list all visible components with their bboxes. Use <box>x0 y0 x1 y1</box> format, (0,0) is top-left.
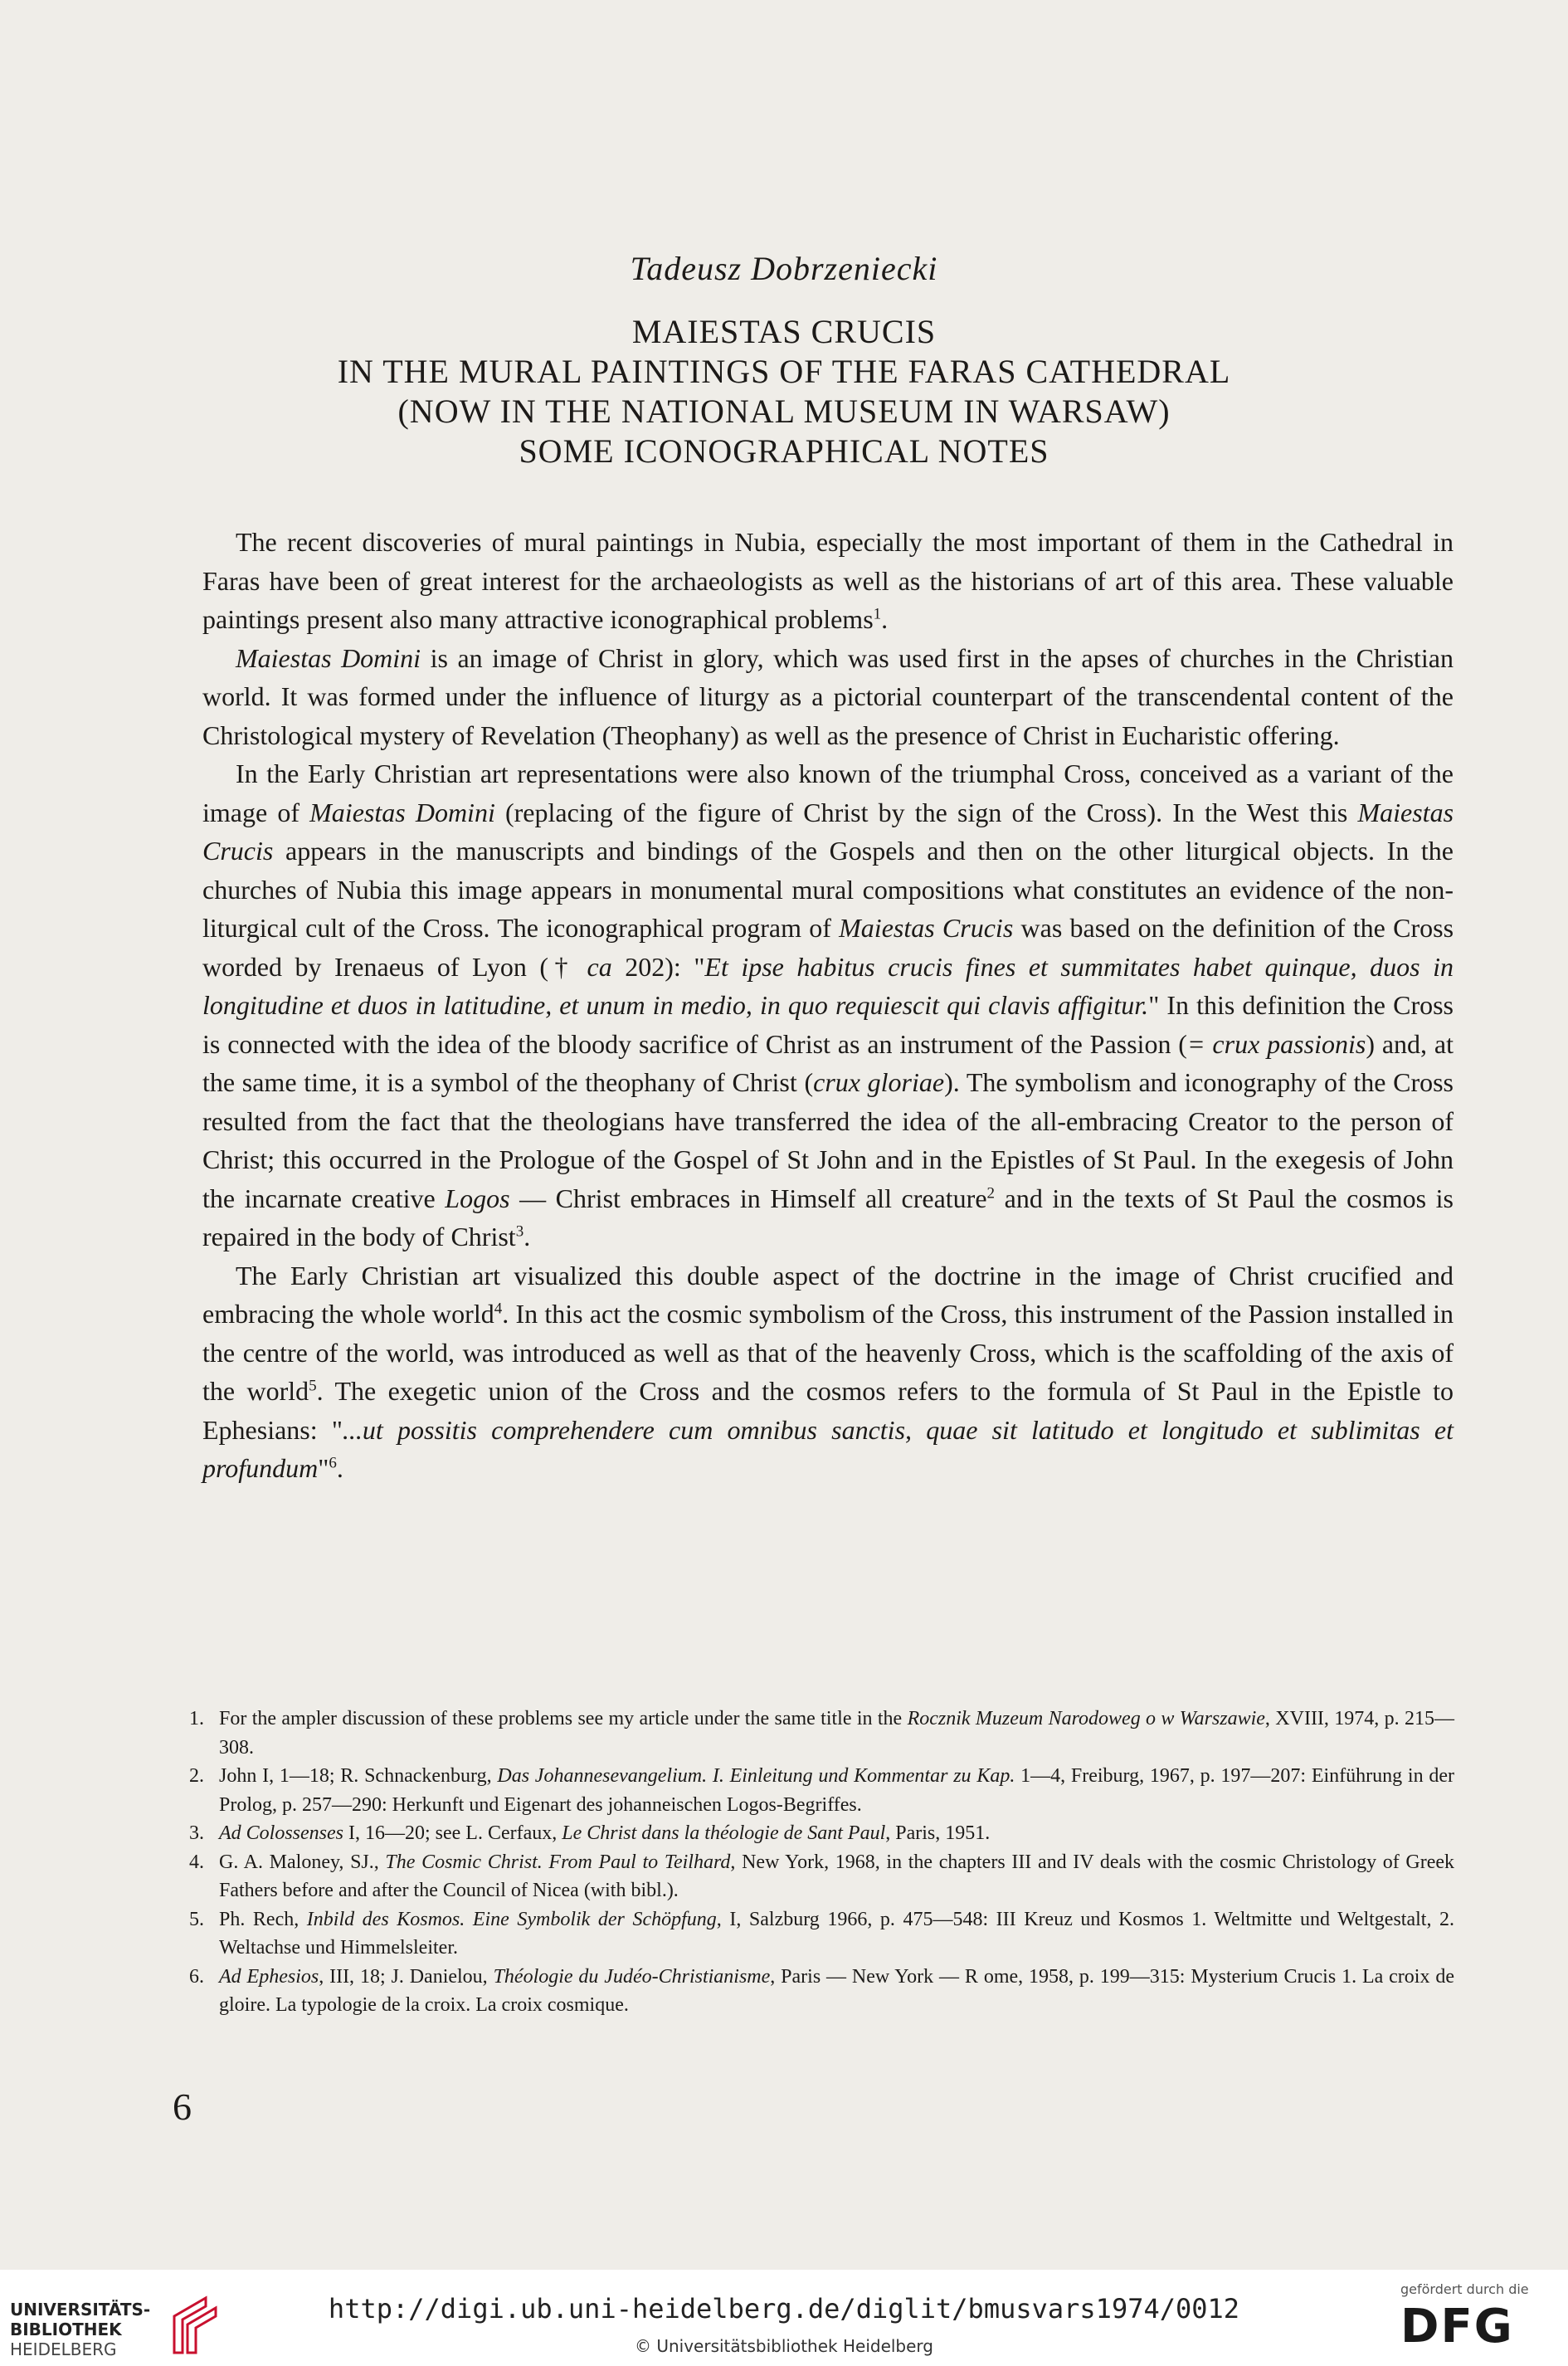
footnote <box>189 1705 1454 1762</box>
text-run: John I, 1—18; R. Schnackenburg, <box>219 1765 498 1787</box>
title-line: SOME ICONOGRAPHICAL NOTES <box>519 432 1049 470</box>
italic-text: Théologie du Judéo-Christianisme <box>493 1965 771 1988</box>
text-run: . The exegetic union of the Cross and the cosmos refers to the formula of St Paul in the Epistle to Ephesians: " <box>202 1376 1454 1445</box>
body-paragraph <box>202 639 1454 755</box>
footnote-number: 3. <box>189 1822 204 1844</box>
italic-text: Rocznik Muzeum Narodoweg o w Warszawie <box>907 1708 1265 1729</box>
footnote <box>189 1762 1454 1819</box>
text-run: ) and, at the same time, it is a symbol of the theophany of Christ ( <box>202 1028 1454 1097</box>
footnote-reference: 1 <box>873 605 882 623</box>
title-line: (NOW IN THE NATIONAL MUSEUM IN WARSAW) <box>397 393 1171 430</box>
italic-text: Et ipse habitus crucis fines et summitates habet quinque, duos in longitudine et duos in latitudine, et unum in medio, in quo requiescit qui clavis affigitur. <box>202 951 1454 1020</box>
permalink-url[interactable]: http://digi.ub.uni-heidelberg.de/diglit/bmusvars1974/0012 <box>328 2293 1240 2325</box>
text-run: In the Early Christian art representations were also known of the triumphal Cross, conceived as a variant of the image of <box>202 759 1454 827</box>
title-line: IN THE MURAL PAINTINGS OF THE FARAS CATHEDRAL <box>337 353 1231 390</box>
text-run: and in the texts of St Paul the cosmos is repaired in the body of Christ <box>202 1183 1454 1251</box>
italic-text: Das Johannesevangelium. I. Einleitung und Kommentar zu Kap. <box>497 1765 1015 1787</box>
copyright-notice: © Universitätsbibliothek Heidelberg <box>634 2336 933 2356</box>
italic-text: The Cosmic Christ. From Paul to Teilhard <box>385 1851 731 1873</box>
dfg-logo[interactable]: DFG <box>1400 2300 1514 2354</box>
italic-text: = crux passionis <box>1186 1028 1366 1059</box>
footnote-text <box>219 1966 1454 2017</box>
footnote-number: 1. <box>189 1708 204 1729</box>
footnote-text <box>219 1822 990 1844</box>
text-run: . In this act the cosmic symbolism of the Cross, this instrument of the Passion installed in the centre of the world, was introduced as well as that of the heavenly Cross, which is the scaffolding of the axis of the world <box>202 1299 1454 1406</box>
footnote <box>189 1905 1454 1963</box>
italic-text: Le Christ dans la théologie de Sant Paul <box>562 1822 886 1844</box>
text-run: Ph. Rech, <box>219 1908 307 1930</box>
footnote-number: 5. <box>189 1908 204 1930</box>
body-paragraph <box>202 523 1454 639</box>
text-run: The Early Christian art visualized this double aspect of the doctrine in the image of Christ crucified and embracing the whole world <box>202 1260 1454 1329</box>
footnote-text <box>219 1708 1454 1759</box>
footnote-text <box>219 1851 1454 1902</box>
text-run: I, 16—20; see L. Cerfaux, <box>343 1822 562 1844</box>
italic-text: crux gloriae <box>813 1067 945 1097</box>
footnote-reference: 2 <box>986 1183 996 1202</box>
text-run: " <box>318 1453 329 1483</box>
body-paragraph <box>202 754 1454 1256</box>
italic-text: Maiestas Crucis <box>202 797 1454 866</box>
italic-text: Inbild des Kosmos. Eine Symbolik der Schöpfung <box>306 1908 717 1930</box>
italic-text: ca <box>587 951 612 982</box>
footnote-text <box>219 1765 1454 1816</box>
body-paragraph <box>202 1256 1454 1488</box>
article-title <box>166 312 1402 471</box>
text-run: , New York, 1968, in the chapters III and IV deals with the cosmic Christology of Greek Fathers before and after the Council of Nicea (with bibl.). <box>219 1851 1455 1901</box>
title-line: MAIESTAS CRUCIS <box>631 313 937 350</box>
text-run: is an image of Christ in glory, which was used first in the apses of churches in the Christian world. It was formed under the influence of liturgy as a pictorial counterpart of the transcendental content of the Christological mystery of Revelation (Theophany) as well as the presence of Christ in Eucharistic offering. <box>202 642 1454 750</box>
author-name: Tadeusz Dobrzeniecki <box>630 250 938 287</box>
footnote-number: 6. <box>189 1965 204 1988</box>
text-run: G. A. Maloney, SJ., <box>219 1851 386 1873</box>
digitization-footer <box>0 2270 1568 2366</box>
funding-caption: gefördert durch die <box>1400 2281 1529 2297</box>
library-name-line: UNIVERSITÄTS- <box>10 2300 151 2320</box>
text-run: , I, Salzburg 1966, p. 475—548: III Kreuz und Kosmos 1. Weltmitte und Weltgestalt, 2. Weltachse und Himmelsleiter. <box>219 1908 1455 1959</box>
text-run: , Paris — New York — R ome, 1958, p. 199—315: Mysterium Crucis 1. La croix de gloire. La typologie de la croix. La croix cosmique. <box>219 1965 1454 2016</box>
footnote-reference: 4 <box>494 1300 503 1318</box>
italic-text: Maiestas Crucis <box>839 913 1014 943</box>
text-run: 202): " <box>611 951 705 982</box>
text-run: ). The symbolism and iconography of the Cross resulted from the fact that the theologians have transferred the idea of the all-embracing Creator to the person of Christ; this occurred in the Prologue of the Gospel of St John and in the Epistles of St Paul. In the exegesis of John the incarnate creative <box>202 1067 1454 1213</box>
italic-text: Ad Ephesios <box>219 1965 319 1988</box>
library-name-line: HEIDELBERG <box>10 2339 117 2359</box>
text-run: . <box>336 1453 343 1483</box>
footnote-reference: 3 <box>515 1222 524 1241</box>
library-name-line: BIBLIOTHEK <box>10 2320 122 2339</box>
footnote-text <box>219 1909 1454 1959</box>
text-run: , XVIII, 1974, p. 215—308. <box>219 1708 1455 1759</box>
italic-text: Maiestas Domini <box>309 797 495 827</box>
footnote <box>189 1819 1454 1848</box>
text-run: was based on the definition of the Cross worded by Irenaeus of Lyon († <box>202 913 1454 982</box>
footnote <box>189 1848 1454 1905</box>
italic-text: Maiestas Domini <box>236 642 421 673</box>
text-run: (replacing of the figure of Christ by the sign of the Cross). In the West this <box>494 797 1358 827</box>
footnote-number: 2. <box>189 1765 204 1787</box>
italic-text: Ad Colossenses <box>219 1822 343 1844</box>
text-run: appears in the manuscripts and bindings of the Gospels and then on the other liturgical objects. In the churches of Nubia this image appears in monumental mural compositions what constitutes an evidence of the non-liturgical cult of the Cross. The iconographical program of <box>202 836 1454 943</box>
text-run: 1—4, Freiburg, 1967, p. 197—207: Einführung in der Prolog, p. 257—290: Herkunft und Eigenart des johanneischen Logos-Begriffes. <box>219 1765 1454 1816</box>
footnote-reference: 6 <box>329 1454 337 1472</box>
text-run: — Christ embraces in Himself all creature <box>509 1183 987 1213</box>
text-run: " In this definition the Cross is connected with the idea of the bloody sacrifice of Christ as an instrument of the Passion ( <box>202 990 1454 1059</box>
text-run: For the ampler discussion of these problems see my article under the same title in the <box>219 1708 908 1729</box>
footnote-reference: 5 <box>309 1377 317 1395</box>
text-run: The recent discoveries of mural paintings in Nubia, especially the most important of them in the Cathedral in Faras have been of great interest for the archaeologists as well as the historians of art of this area. These valuable paintings present also many attractive iconographical problems <box>202 527 1454 634</box>
italic-text: Logos <box>445 1183 510 1213</box>
footnote <box>189 1963 1454 2020</box>
footnotes <box>189 1705 1454 2020</box>
article-body <box>202 523 1454 1488</box>
footnote-number: 4. <box>189 1851 204 1873</box>
text-run: , III, 18; J. Danielou, <box>319 1965 494 1988</box>
text-run: . <box>881 604 889 634</box>
page-number: 6 <box>173 2085 192 2128</box>
text-run: . <box>523 1222 531 1251</box>
italic-text: ...ut possitis comprehendere cum omnibus sanctis, quae sit latitudo et longitudo et sublimitas et profundum <box>202 1414 1454 1483</box>
text-run: , Paris, 1951. <box>885 1822 991 1844</box>
